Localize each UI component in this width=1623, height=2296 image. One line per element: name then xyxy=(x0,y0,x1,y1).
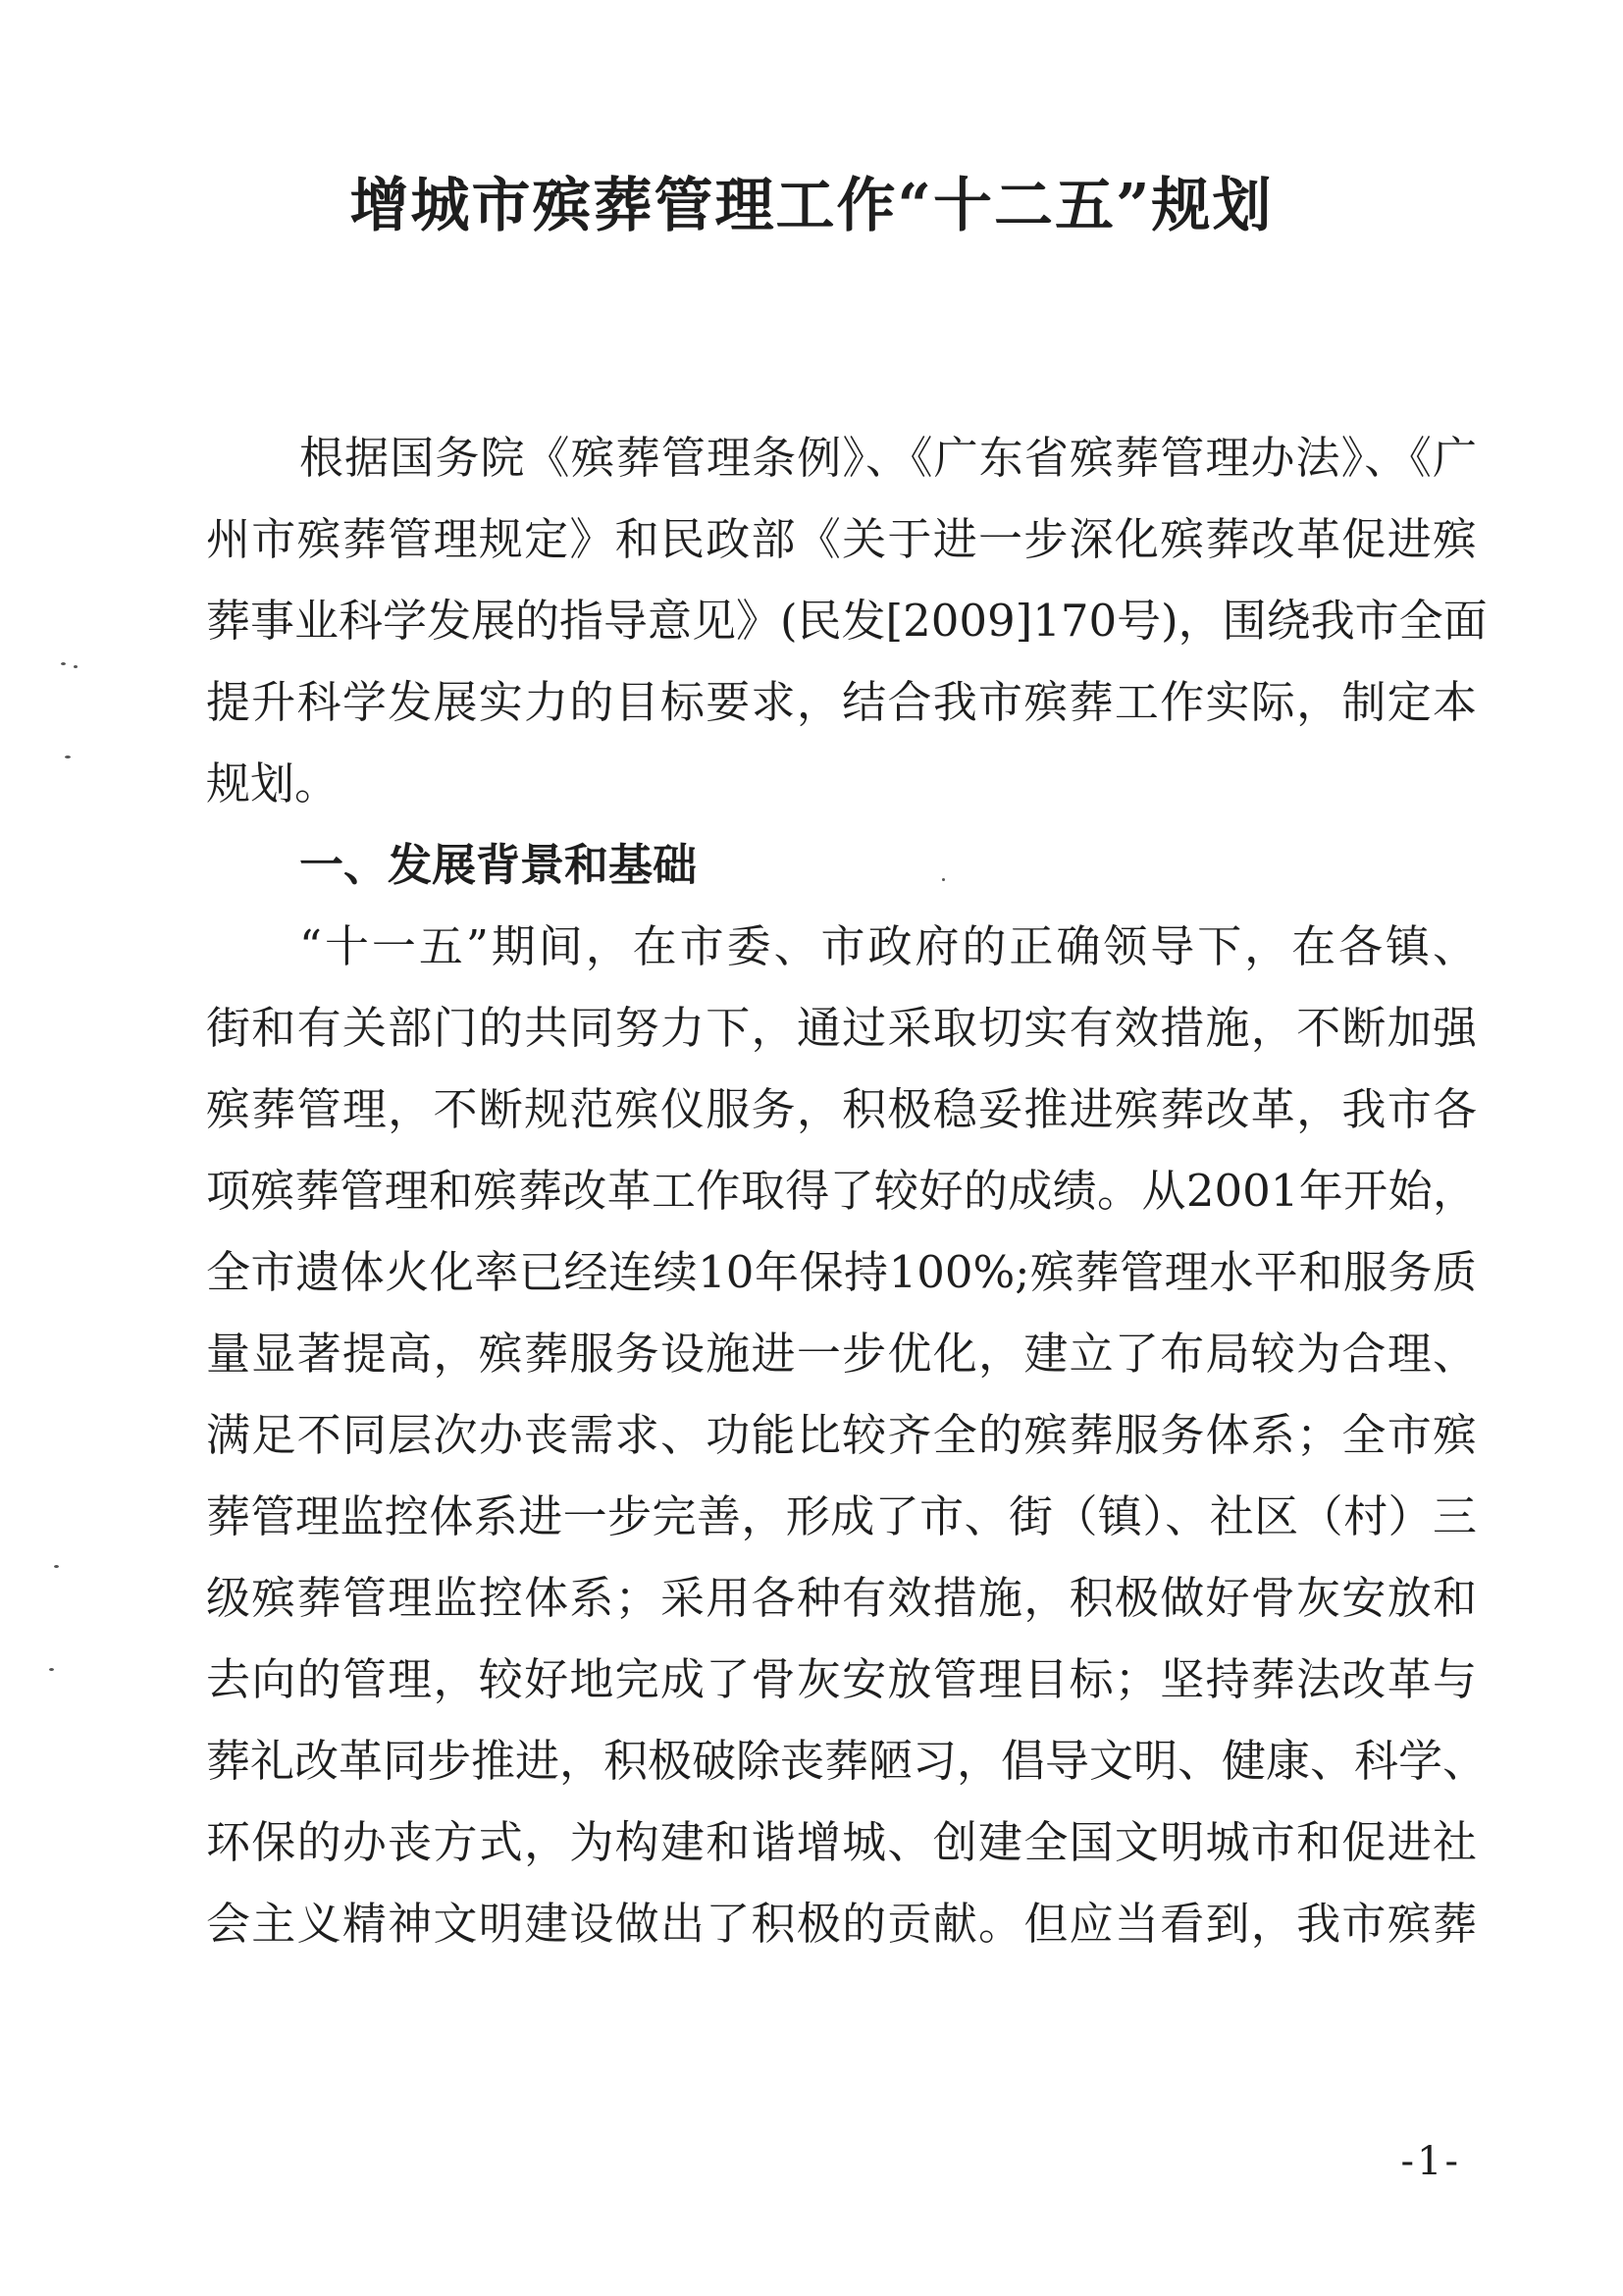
section-line: 会主义精神文明建设做出了积极的贡献。但应当看到，我市殡葬 xyxy=(206,1898,1477,1950)
section-line: “十一五”期间，在市委、市政府的正确领导下，在各镇、 xyxy=(299,920,1477,972)
document-body xyxy=(206,417,1488,1964)
document-title: 增城市殡葬管理工作“十二五”规划 xyxy=(349,172,1274,240)
section-line: 级殡葬管理监控体系；采用各种有效措施，积极做好骨灰安放和 xyxy=(206,1572,1477,1624)
intro-line: 规划。 xyxy=(206,757,340,809)
scan-speck xyxy=(54,1565,59,1568)
section-line: 殡葬管理，不断规范殡仪服务，积极稳妥推进殡葬改革，我市各 xyxy=(206,1083,1477,1135)
intro-line: 葬事业科学发展的指导意见》(民发[2009]170号)，围绕我市全面 xyxy=(206,595,1488,647)
scan-speck xyxy=(65,756,71,758)
section-line: 量显著提高，殡葬服务设施进一步优化，建立了布局较为合理、 xyxy=(206,1328,1477,1380)
section-line: 环保的办丧方式，为构建和谐增城、创建全国文明城市和促进社 xyxy=(206,1816,1477,1868)
section-line: 街和有关部门的共同努力下，通过采取切实有效措施，不断加强 xyxy=(206,1002,1477,1054)
section-line: 全市遗体火化率已经连续10年保持100%;殡葬管理水平和服务质 xyxy=(206,1246,1477,1298)
intro-line: 州市殡葬管理规定》和民政部《关于进一步深化殡葬改革促进殡 xyxy=(206,513,1477,565)
section-line: 葬管理监控体系进一步完善，形成了市、街（镇）、社区（村）三 xyxy=(206,1490,1477,1542)
section-line: 去向的管理，较好地完成了骨灰安放管理目标；坚持葬法改革与 xyxy=(206,1653,1477,1705)
scan-speck xyxy=(61,662,66,665)
scan-speck xyxy=(942,878,945,881)
section-heading: 一、发展背景和基础 xyxy=(299,839,698,891)
intro-line: 提升科学发展实力的目标要求，结合我市殡葬工作实际，制定本 xyxy=(206,676,1477,728)
scan-speck xyxy=(49,1668,54,1671)
intro-line: 根据国务院《殡葬管理条例》、《广东省殡葬管理办法》、《广 xyxy=(299,432,1477,484)
scan-speck xyxy=(74,665,78,668)
section-line: 葬礼改革同步推进，积极破除丧葬陋习，倡导文明、健康、科学、 xyxy=(206,1735,1488,1787)
section-line: 满足不同层次办丧需求、功能比较齐全的殡葬服务体系；全市殡 xyxy=(206,1409,1477,1461)
section-line: 项殡葬管理和殡葬改革工作取得了较好的成绩。从2001年开始， xyxy=(206,1165,1477,1217)
page-number: -1- xyxy=(1400,2139,1461,2184)
